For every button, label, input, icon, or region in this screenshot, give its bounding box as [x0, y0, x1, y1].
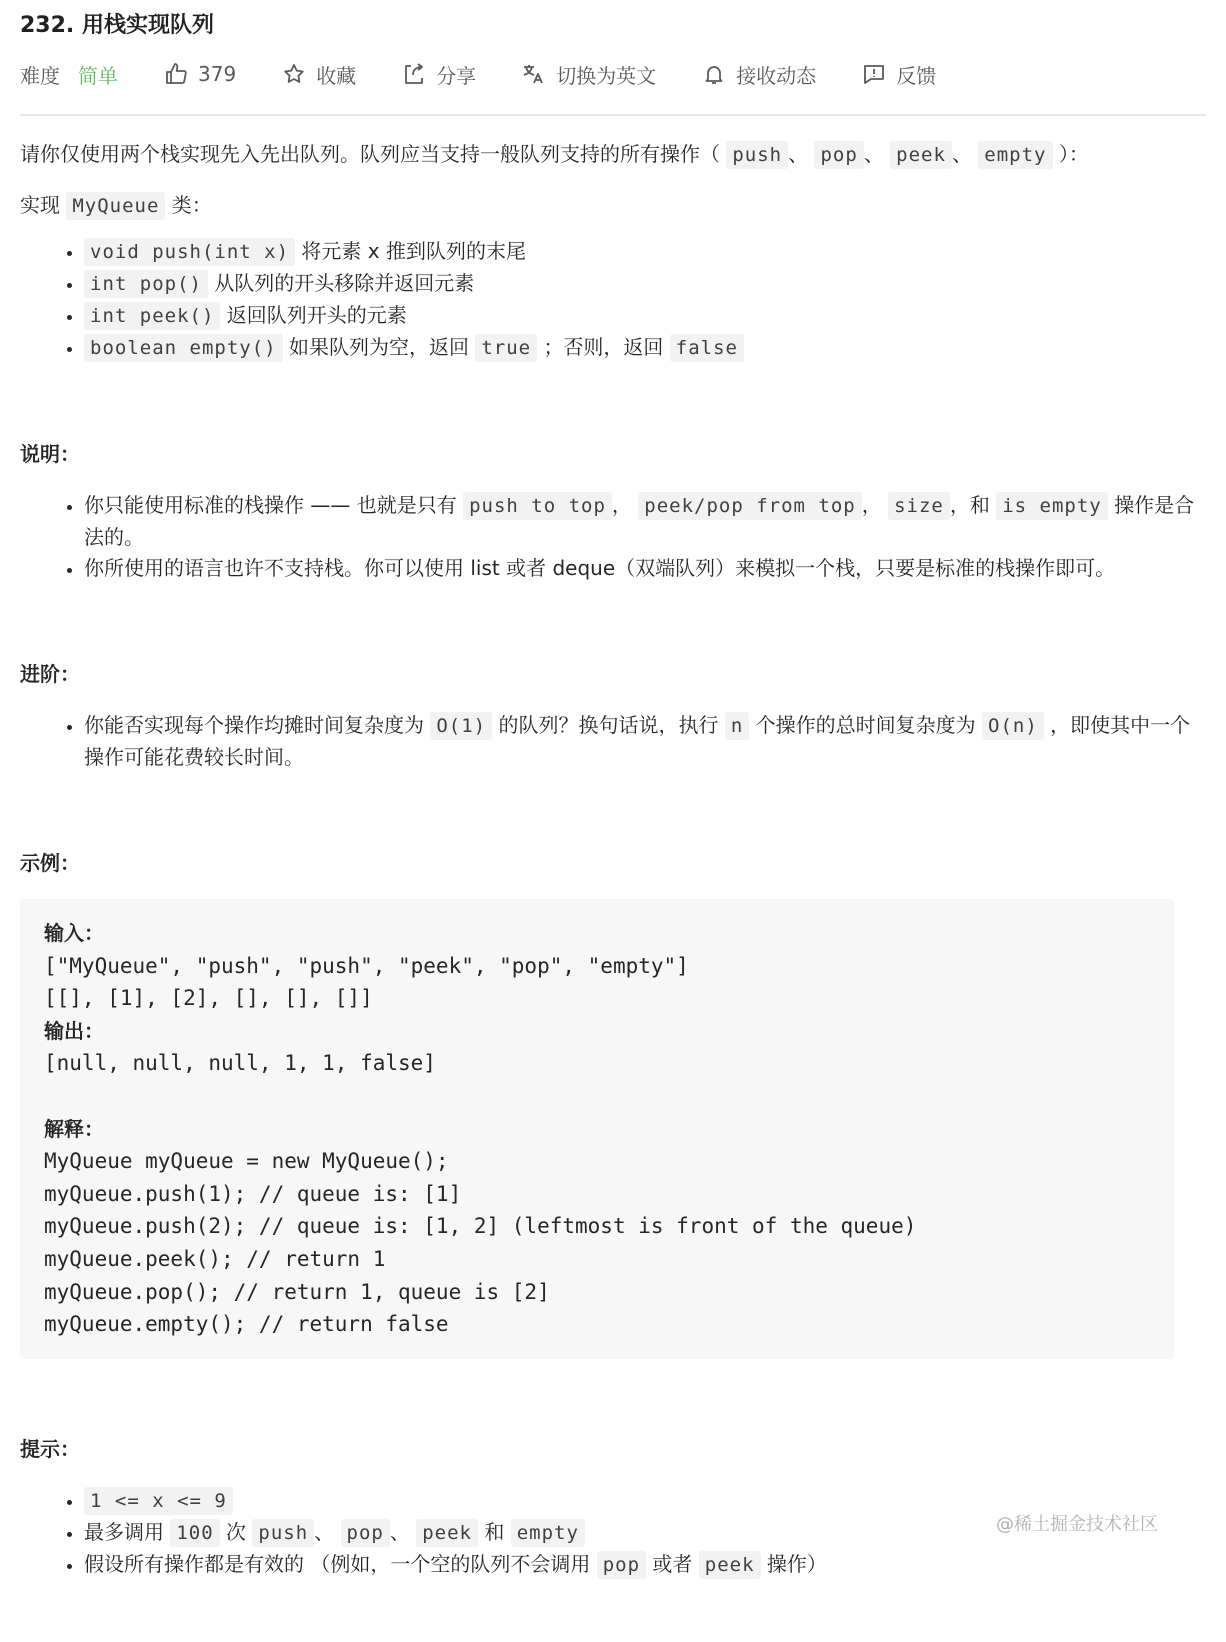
notes-heading: 说明：: [20, 442, 80, 466]
explain-line: myQueue.empty(); // return false: [44, 1312, 449, 1337]
advanced-text: 个操作的总时间复杂度为: [755, 713, 976, 737]
example-heading: 示例：: [20, 851, 80, 875]
note-item: [84, 490, 1206, 553]
method-text: ；否则，返回: [543, 335, 664, 359]
explain-line: myQueue.peek(); // return 1: [44, 1246, 386, 1271]
feedback-button[interactable]: [862, 60, 936, 89]
note-text: ，和: [949, 493, 990, 517]
note-text: 你所使用的语言也许不支持栈。你可以使用 list 或者 deque（双端队列）来模拟一个栈，只要是标准的栈操作即可。: [84, 556, 1116, 580]
code-true: true: [475, 334, 537, 362]
hints-heading: 提示：: [20, 1436, 80, 1461]
code-peek: peek: [890, 141, 952, 169]
watermark: @稀土掘金技术社区: [996, 1514, 1158, 1535]
notes-list: [20, 490, 1206, 584]
advanced-item: [84, 710, 1206, 773]
separator: 、: [863, 142, 884, 166]
subscribe-label: 接收动态: [736, 63, 817, 88]
code-class-name: MyQueue: [66, 192, 165, 220]
input-line: ["MyQueue", "push", "push", "peek", "pop", "empty"]: [44, 953, 689, 978]
code-empty: empty: [978, 141, 1052, 169]
separator: 、: [788, 142, 809, 166]
implement-suffix: 类：: [171, 193, 212, 217]
problem-page: [20, 0, 1206, 1581]
share-icon: [402, 62, 426, 86]
code-peek-pop-from-top: peek/pop from top: [638, 492, 861, 520]
code-pop: pop: [597, 1551, 646, 1579]
separator: ，: [861, 493, 882, 517]
separator: 、: [389, 1519, 410, 1544]
like-count: 379: [198, 62, 237, 86]
advanced-text: ，即使其中一个操作可能花费较长时间。: [84, 713, 1191, 769]
difficulty-label: 难度: [20, 63, 60, 88]
code-pop: pop: [814, 141, 863, 169]
share-label: 分享: [436, 63, 477, 88]
translate-icon: [522, 62, 546, 86]
explain-line: myQueue.push(1); // queue is: [1]: [44, 1181, 462, 1206]
method-text: 将元素 x 推到队列的末尾: [301, 239, 526, 263]
intro-paragraph: [20, 138, 1206, 171]
hint-text: 操作）: [766, 1551, 827, 1576]
problem-title: 232. 用栈实现队列: [20, 13, 214, 38]
hint-text: 最多调用: [84, 1519, 164, 1544]
code-100: 100: [170, 1519, 219, 1547]
hint-item: [84, 1549, 1206, 1581]
method-text: 如果队列为空，返回: [288, 335, 469, 359]
code-push: push: [252, 1519, 314, 1547]
intro-suffix: ）：: [1058, 142, 1089, 166]
example-code-block: [20, 899, 1174, 1359]
switch-language-button[interactable]: [522, 60, 656, 89]
input-label: 输入：: [44, 921, 104, 945]
output-label: 输出：: [44, 1018, 104, 1043]
code-on: O(n): [982, 712, 1044, 740]
method-list: [20, 236, 1206, 364]
hint-text: 或者: [652, 1551, 693, 1576]
hint-text: 假设所有操作都是有效的 （例如，一个空的队列不会调用: [84, 1551, 591, 1576]
implement-prefix: 实现: [20, 193, 60, 217]
separator: 、: [951, 142, 972, 166]
code-constraint: 1 <= x <= 9: [84, 1487, 233, 1515]
method-code: int peek(): [84, 302, 220, 330]
code-false: false: [670, 334, 744, 362]
note-item: [84, 553, 1206, 584]
explain-line: myQueue.push(2); // queue is: [1, 2] (leftmost is front of the queue): [44, 1214, 917, 1239]
difficulty-value: 简单: [78, 63, 118, 88]
method-text: 从队列的开头移除并返回元素: [214, 271, 475, 295]
subscribe-button[interactable]: [702, 60, 816, 89]
method-code: boolean empty(): [84, 334, 283, 362]
method-item: [84, 332, 1206, 364]
hint-text: 和: [484, 1519, 505, 1544]
code-o1: O(1): [430, 712, 492, 740]
explain-label: 解释：: [44, 1116, 104, 1141]
problem-toolbar: [20, 52, 1206, 116]
favorite-button[interactable]: [282, 60, 356, 89]
advanced-text: 的队列？换句话说，执行: [498, 713, 719, 737]
code-push: push: [726, 141, 788, 169]
code-push-to-top: push to top: [463, 492, 612, 520]
note-text: 你只能使用标准的栈操作 —— 也就是只有: [84, 493, 457, 517]
share-button[interactable]: [402, 60, 476, 89]
bell-icon: [702, 62, 726, 86]
thumbs-up-icon: [164, 62, 188, 86]
star-icon: [282, 62, 306, 86]
feedback-icon: [862, 62, 886, 86]
like-button[interactable]: [164, 62, 236, 86]
code-empty: empty: [511, 1519, 585, 1547]
blank-line: [44, 1080, 1150, 1113]
output-line: [null, null, null, 1, 1, false]: [44, 1051, 436, 1076]
method-code: void push(int x): [84, 238, 295, 266]
code-peek: peek: [699, 1551, 761, 1579]
code-peek: peek: [416, 1519, 478, 1547]
difficulty: [20, 60, 118, 89]
method-item: [84, 236, 1206, 268]
code-n: n: [725, 712, 749, 740]
code-size: size: [888, 492, 950, 520]
method-code: int pop(): [84, 270, 208, 298]
separator: 、: [314, 1519, 335, 1544]
method-text: 返回队列开头的元素: [226, 303, 407, 327]
note-text: 操作是合法的。: [84, 493, 1195, 549]
method-item: [84, 268, 1206, 300]
favorite-label: 收藏: [316, 63, 357, 88]
hint-text: 次: [226, 1519, 247, 1544]
feedback-label: 反馈: [896, 63, 937, 88]
method-item: [84, 300, 1206, 332]
advanced-heading: 进阶：: [20, 662, 80, 686]
problem-content: [20, 138, 1206, 1581]
advanced-list: [20, 710, 1206, 773]
code-pop: pop: [341, 1519, 390, 1547]
input-line: [[], [1], [2], [], [], []]: [44, 986, 373, 1011]
code-is-empty: is empty: [996, 492, 1108, 520]
implement-paragraph: [20, 189, 1206, 222]
separator: ，: [611, 493, 632, 517]
advanced-text: 你能否实现每个操作均摊时间复杂度为: [84, 713, 424, 737]
explain-line: MyQueue myQueue = new MyQueue();: [44, 1149, 449, 1174]
explain-line: myQueue.pop(); // return 1, queue is [2]: [44, 1279, 550, 1304]
intro-text: 请你仅使用两个栈实现先入先出队列。队列应当支持一般队列支持的所有操作（: [20, 142, 720, 166]
switch-language-label: 切换为英文: [556, 63, 657, 88]
